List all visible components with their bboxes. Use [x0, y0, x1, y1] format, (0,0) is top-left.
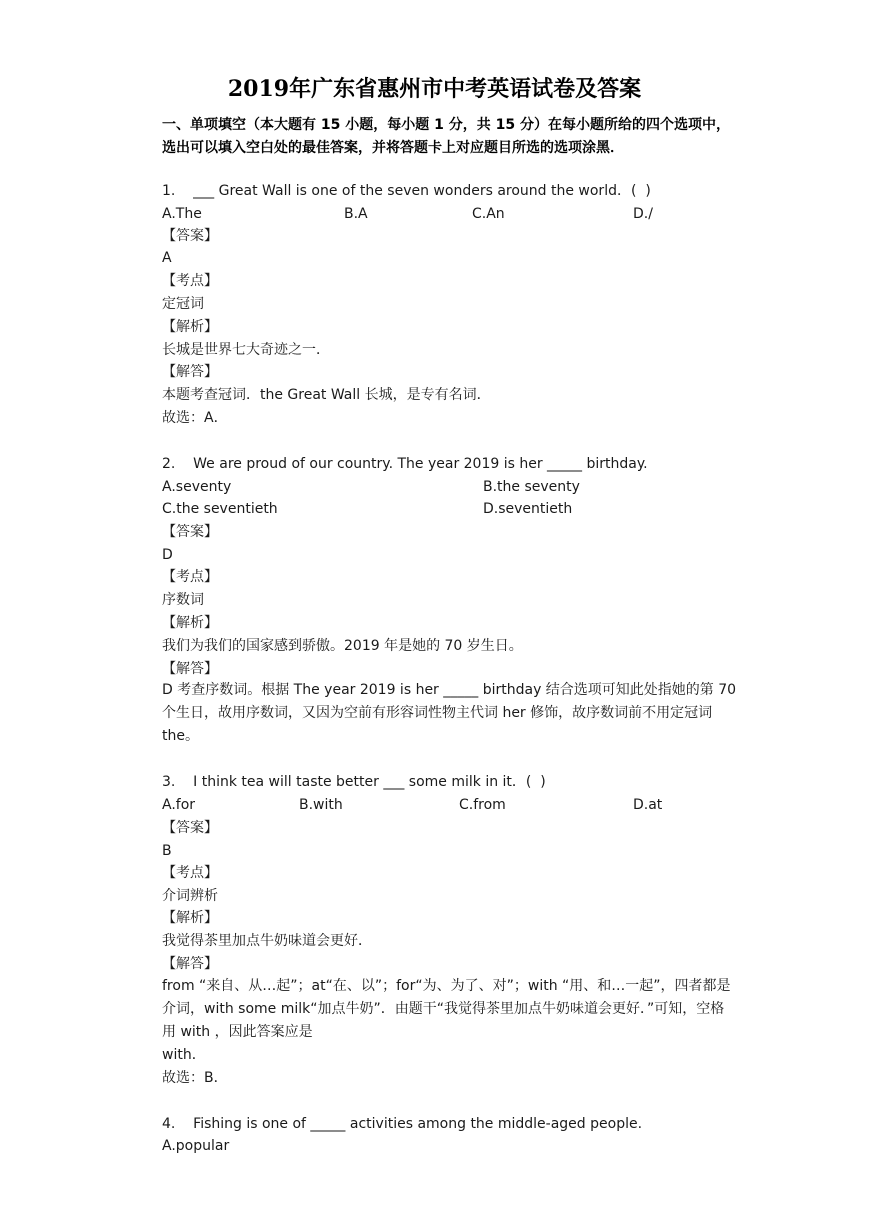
q1-point-label: 【考点】: [162, 273, 218, 289]
q3-answer: B: [162, 843, 172, 859]
q1-answer-label: 【答案】: [162, 228, 218, 244]
q1-solution-label: 【解答】: [162, 364, 218, 380]
q3-point: 介词辨析: [162, 888, 218, 904]
q1-option-d: D./: [633, 206, 653, 222]
q2-answer-label: 【答案】: [162, 524, 218, 540]
q2-point: 序数词: [162, 592, 204, 608]
q3-option-b: B.with: [299, 797, 343, 813]
question-1-stem: 1. ___ Great Wall is one of the seven wonders around the world．( ): [162, 183, 651, 199]
q2-solution: D 考查序数词。根据 The year 2019 is her _____ birthday 结合选项可知此处指她的第 70 个生日，故用序数词，又因为空前有形容词性物主代词 her 修饰，故序数词前不用定冠词 the。: [162, 682, 737, 744]
q2-analysis: 我们为我们的国家感到骄傲。2019 年是她的 70 岁生日。: [162, 638, 523, 654]
question-3-stem: 3. I think tea will taste better ___ some milk in it．( ): [162, 774, 546, 790]
q3-solution-label: 【解答】: [162, 956, 218, 972]
q2-option-d: D.seventieth: [483, 501, 573, 517]
q2-answer: D: [162, 547, 173, 563]
q2-option-a: A.seventy: [162, 479, 232, 495]
q2-option-b: B.the seventy: [483, 479, 580, 495]
q2-analysis-label: 【解析】: [162, 615, 218, 631]
q2-solution-label: 【解答】: [162, 661, 218, 677]
q1-answer: A: [162, 250, 172, 266]
q3-point-label: 【考点】: [162, 865, 218, 881]
q3-analysis-label: 【解析】: [162, 910, 218, 926]
question-2-stem: 2. We are proud of our country. The year 2019 is her _____ birthday.: [162, 456, 648, 472]
q2-point-label: 【考点】: [162, 569, 218, 585]
q3-option-c: C.from: [459, 797, 506, 813]
question-4-stem: 4. Fishing is one of _____ activities among the middle-aged people.: [162, 1116, 643, 1132]
q1-analysis-label: 【解析】: [162, 319, 218, 335]
q3-solution-line-2: with．: [162, 1047, 206, 1063]
q1-solution-line-2: 故选：A．: [162, 410, 228, 426]
section-heading: 一、单项填空（本大题有 15 小题，每小题 1 分，共 15 分）在每小题所给的四个选项中，选出可以填入空白处的最佳答案，并将答题卡上对应题目所选的选项涂黑．: [162, 117, 730, 156]
q3-solution-line-3: 故选：B．: [162, 1070, 228, 1086]
q1-option-c: C.An: [472, 206, 505, 222]
q2-option-c: C.the seventieth: [162, 501, 278, 517]
q3-analysis: 我觉得茶里加点牛奶味道会更好．: [162, 933, 372, 949]
page-title: 2019年广东省惠州市中考英语试卷及答案: [227, 76, 642, 102]
q3-answer-label: 【答案】: [162, 820, 218, 836]
q1-solution-line-1: 本题考查冠词．the Great Wall 长城，是专有名词．: [162, 387, 491, 403]
q3-option-a: A.for: [162, 797, 196, 813]
q1-point: 定冠词: [162, 296, 204, 312]
q3-option-d: D.at: [633, 797, 663, 813]
q1-analysis: 长城是世界七大奇迹之一．: [162, 342, 330, 358]
q1-option-b: B.A: [344, 206, 368, 222]
q1-option-a: A.The: [162, 206, 202, 222]
q4-option-a: A.popular: [162, 1138, 230, 1154]
q3-solution-line-1: from “来自、从…起”；at“在、以”；for“为、为了、对”；with “用、和…一起”，四者都是介词，with some milk“加点牛奶”．由题干“我觉得茶里加点牛奶味道会更好．”可知，空格用 with ，因此答案应是: [162, 978, 731, 1040]
